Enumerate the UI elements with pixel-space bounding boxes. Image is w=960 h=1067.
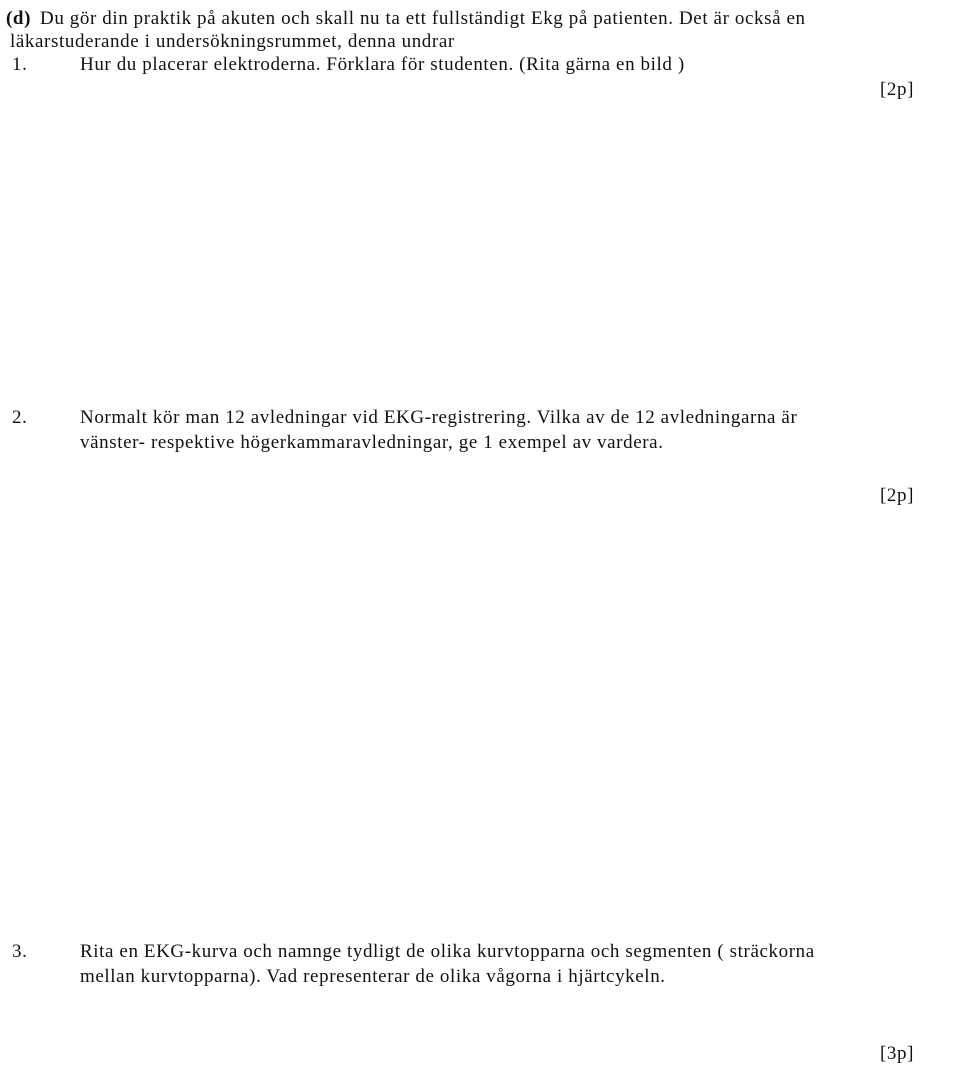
part-label: (d) [6,8,32,29]
question-3-text-line-1: Rita en EKG-kurva och namnge tydligt de olika kurvtopparna och segmenten ( sträckorna [80,941,815,962]
question-2-points: [2p] [879,485,914,506]
question-3-text-line-2: mellan kurvtopparna). Vad representerar de olika vågorna i hjärtcykeln. [80,966,666,987]
question-2-text-line-2: vänster- respektive högerkammaravledningar, ge 1 exempel av vardera. [80,432,664,453]
question-2-number: 2. [12,407,28,428]
question-2-text-line-1: Normalt kör man 12 avledningar vid EKG-registrering. Vilka av de 12 avledningarna är [80,407,798,428]
question-1-number: 1. [12,54,28,75]
question-3-points: [3p] [879,1043,914,1064]
question-3-number: 3. [12,941,28,962]
question-1-points: [2p] [879,79,914,100]
intro-line-1: Du gör din praktik på akuten och skall nu ta ett fullständigt Ekg på patienten. Det är också en [40,8,806,29]
intro-line-2: läkarstuderande i undersökningsrummet, denna undrar [10,31,455,52]
question-1-text: Hur du placerar elektroderna. Förklara för studenten. (Rita gärna en bild ) [80,54,685,75]
